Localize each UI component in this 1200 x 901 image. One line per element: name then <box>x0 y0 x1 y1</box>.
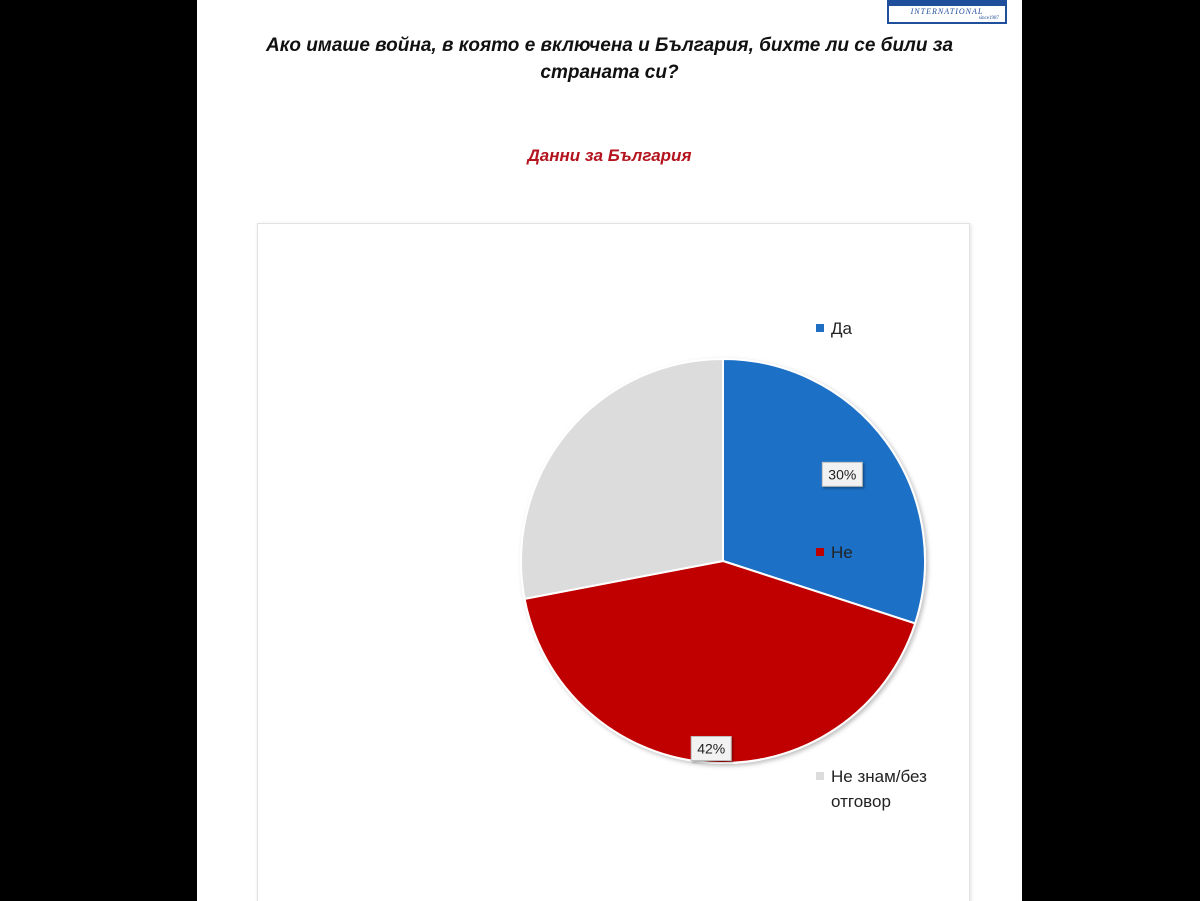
legend-label: Да <box>831 319 852 338</box>
legend-swatch <box>816 324 824 332</box>
data-label-2 <box>691 736 731 760</box>
logo-bar <box>889 0 1005 6</box>
legend-item-1 <box>816 316 971 341</box>
legend-label: Не <box>831 543 853 562</box>
document-page <box>197 0 1022 901</box>
survey-question: Ако имаше война, в която е включена и България, бихте ли се били за страната си? <box>265 35 954 83</box>
legend-swatch <box>816 548 824 556</box>
pie-slice-3 <box>521 359 723 599</box>
legend-item-3 <box>816 764 971 814</box>
legend-label: Не знам/без отговор <box>831 767 927 811</box>
chart-area <box>257 223 970 901</box>
chart-subtitle: Данни за България <box>527 146 692 165</box>
legend-item-2 <box>816 540 971 565</box>
logo-subtext: since1987 <box>978 16 999 21</box>
legend-swatch <box>816 772 824 780</box>
logo-text: INTERNATIONAL <box>910 7 984 16</box>
svg-text:42%: 42% <box>697 740 726 757</box>
data-label-1 <box>822 462 862 486</box>
logo <box>887 0 1007 24</box>
svg-text:30%: 30% <box>828 466 857 483</box>
